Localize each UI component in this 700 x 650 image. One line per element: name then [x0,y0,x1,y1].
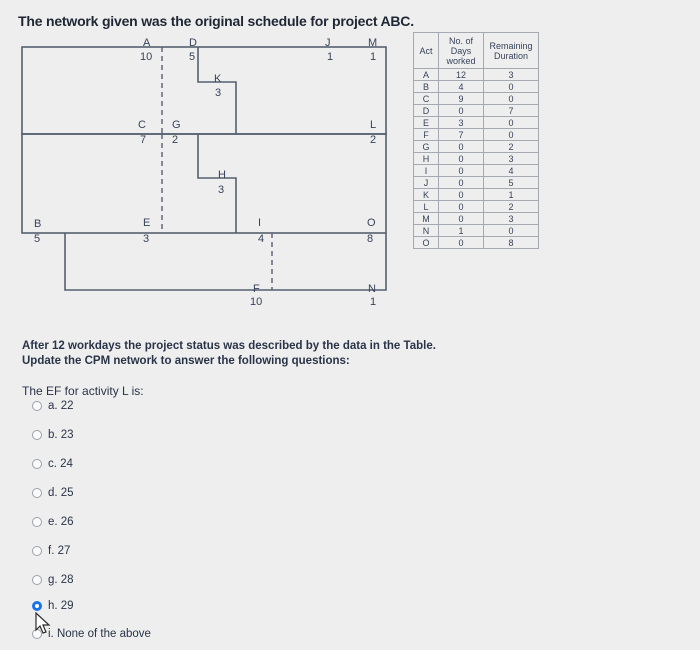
cell-rem: 3 [484,213,539,225]
label-B: B [34,218,42,230]
cell-rem: 3 [484,69,539,81]
cell-days: 0 [439,141,484,153]
label-G: G [172,119,181,131]
cell-days: 0 [439,237,484,249]
option-d[interactable] [32,487,74,499]
option-label: b. 23 [48,429,74,441]
table-row [414,225,539,237]
label-M-duration: 1 [370,51,377,63]
instructions-line-1: After 12 workdays the project status was described by the data in the Table. [22,340,436,352]
label-H-duration: 3 [218,184,225,196]
table-row [414,189,539,201]
cell-rem: 5 [484,177,539,189]
table-row [414,165,539,177]
cell-act: K [414,189,439,201]
option-h[interactable] [32,600,74,612]
cell-rem: 2 [484,201,539,213]
table-row [414,81,539,93]
radio-d[interactable] [32,488,42,498]
instructions-line-2: Update the CPM network to answer the following questions: [22,355,350,367]
option-a[interactable] [32,400,74,412]
table-row [414,153,539,165]
network-middle-frame [22,134,386,233]
option-label: e. 26 [48,516,74,528]
label-F-duration: 10 [250,296,263,308]
cell-rem: 0 [484,81,539,93]
cell-days: 0 [439,153,484,165]
label-N-duration: 1 [370,296,377,308]
cell-rem: 2 [484,141,539,153]
label-E: E [143,217,151,229]
cell-rem: 3 [484,153,539,165]
cell-act: B [414,81,439,93]
option-f[interactable] [32,545,70,557]
header-remaining-duration: Remaining Duration [484,33,539,69]
label-N: N [368,283,376,295]
table-row [414,213,539,225]
cell-days: 0 [439,189,484,201]
cell-rem: 0 [484,129,539,141]
cell-days: 9 [439,93,484,105]
cell-act: D [414,105,439,117]
label-K-duration: 3 [215,87,222,99]
table-row [414,105,539,117]
label-D: D [189,37,197,49]
label-B-duration: 5 [34,233,41,245]
label-L: L [370,119,377,131]
label-J-duration: 1 [327,51,334,63]
status-table-header [414,33,539,69]
option-label: g. 28 [48,574,74,586]
cell-act: C [414,93,439,105]
table-row [414,237,539,249]
cell-days: 0 [439,213,484,225]
cell-act: J [414,177,439,189]
table-row [414,141,539,153]
cell-act: A [414,69,439,81]
radio-e[interactable] [32,517,42,527]
table-row [414,129,539,141]
option-label: i. None of the above [48,628,151,640]
table-row [414,93,539,105]
problem-title: The network given was the original schedule for project ABC. [18,13,414,29]
radio-h[interactable] [32,601,42,611]
option-label: c. 24 [48,458,73,470]
label-F: F [253,283,260,295]
label-I: I [258,217,262,229]
option-e[interactable] [32,516,74,528]
label-M: M [368,37,378,49]
cell-act: M [414,213,439,225]
option-c[interactable] [32,458,73,470]
option-g[interactable] [32,574,74,586]
cell-act: I [414,165,439,177]
label-A-duration: 10 [140,51,153,63]
cell-rem: 0 [484,225,539,237]
radio-c[interactable] [32,459,42,469]
cell-days: 3 [439,117,484,129]
option-label: d. 25 [48,487,74,499]
radio-a[interactable] [32,401,42,411]
table-row [414,177,539,189]
radio-f[interactable] [32,546,42,556]
label-G-duration: 2 [172,134,179,146]
option-label: f. 27 [48,545,71,557]
question-text: The EF for activity L is: [22,384,144,398]
cell-days: 7 [439,129,484,141]
cell-rem: 8 [484,237,539,249]
path-F-N [65,233,386,290]
cell-act: G [414,141,439,153]
path-H [198,134,236,233]
cell-rem: 0 [484,93,539,105]
cell-act: H [414,153,439,165]
cell-act: L [414,201,439,213]
cell-rem: 4 [484,165,539,177]
cell-act: O [414,237,439,249]
cell-days: 0 [439,201,484,213]
cell-rem: 1 [484,189,539,201]
label-E-duration: 3 [143,233,150,245]
header-act: Act [414,33,439,69]
cell-rem: 7 [484,105,539,117]
cell-days: 0 [439,165,484,177]
label-D-duration: 5 [189,51,196,63]
cell-days: 12 [439,69,484,81]
label-C-duration: 7 [140,134,147,146]
label-A: A [143,37,151,49]
status-table [413,32,539,249]
cpm-network-diagram [0,0,413,340]
label-K: K [214,73,222,85]
option-label: h. 29 [48,600,74,612]
table-row [414,69,539,81]
label-O-duration: 8 [367,233,374,245]
label-O: O [367,217,376,229]
label-H: H [218,169,226,181]
label-I-duration: 4 [258,233,265,245]
header-days-worked: No. of Days worked [439,33,484,69]
cell-days: 1 [439,225,484,237]
cell-days: 4 [439,81,484,93]
table-row [414,201,539,213]
radio-g[interactable] [32,575,42,585]
cell-days: 0 [439,105,484,117]
option-label: a. 22 [48,400,74,412]
label-J: J [325,37,331,49]
radio-b[interactable] [32,430,42,440]
cell-act: N [414,225,439,237]
cell-days: 0 [439,177,484,189]
mouse-pointer-icon [34,612,54,636]
label-C: C [138,119,146,131]
table-row [414,117,539,129]
cell-rem: 0 [484,117,539,129]
option-b[interactable] [32,429,74,441]
label-L-duration: 2 [370,134,377,146]
cell-act: F [414,129,439,141]
cell-act: E [414,117,439,129]
